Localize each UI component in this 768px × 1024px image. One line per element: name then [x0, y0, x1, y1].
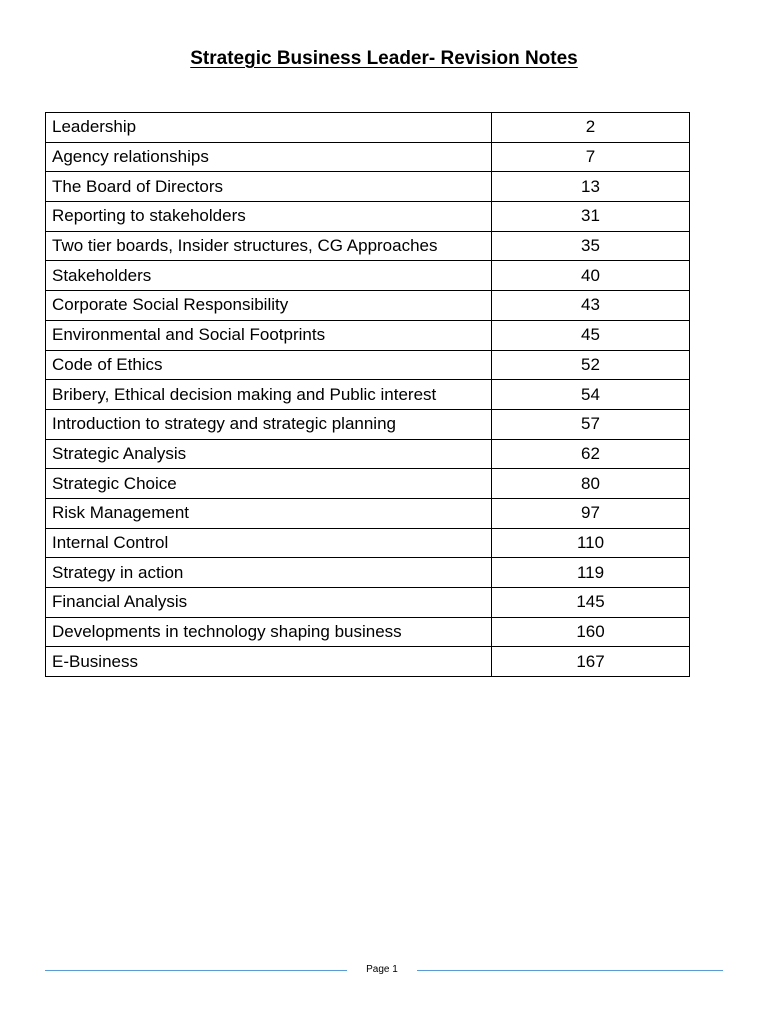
topic-cell: The Board of Directors — [46, 172, 492, 202]
contents-table-body — [46, 113, 690, 677]
table-row — [46, 291, 690, 321]
page-number-cell: 13 — [492, 172, 690, 202]
page-number-cell: 31 — [492, 202, 690, 232]
table-row — [46, 439, 690, 469]
page-number-cell: 35 — [492, 231, 690, 261]
topic-cell: Risk Management — [46, 498, 492, 528]
table-row — [46, 409, 690, 439]
topic-cell: Two tier boards, Insider structures, CG Approaches — [46, 231, 492, 261]
topic-cell: Strategic Analysis — [46, 439, 492, 469]
table-row — [46, 142, 690, 172]
page-number-cell: 7 — [492, 142, 690, 172]
topic-cell: Agency relationships — [46, 142, 492, 172]
topic-cell: Introduction to strategy and strategic planning — [46, 409, 492, 439]
table-row — [46, 588, 690, 618]
page-number-cell: 145 — [492, 588, 690, 618]
page-number-cell: 119 — [492, 558, 690, 588]
page-number-cell: 167 — [492, 647, 690, 677]
page-number-cell: 43 — [492, 291, 690, 321]
table-row — [46, 320, 690, 350]
topic-cell: Strategy in action — [46, 558, 492, 588]
table-row — [46, 350, 690, 380]
topic-cell: Stakeholders — [46, 261, 492, 291]
table-row — [46, 498, 690, 528]
table-row — [46, 202, 690, 232]
topic-cell: Reporting to stakeholders — [46, 202, 492, 232]
topic-cell: Financial Analysis — [46, 588, 492, 618]
page-title: Strategic Business Leader- Revision Notes — [190, 48, 578, 69]
table-row — [46, 647, 690, 677]
table-row — [46, 113, 690, 143]
table-row — [46, 469, 690, 499]
topic-cell: Developments in technology shaping business — [46, 617, 492, 647]
topic-cell: Strategic Choice — [46, 469, 492, 499]
page-number-cell: 160 — [492, 617, 690, 647]
topic-cell: Corporate Social Responsibility — [46, 291, 492, 321]
page-number-cell: 52 — [492, 350, 690, 380]
topic-cell: Internal Control — [46, 528, 492, 558]
topic-cell: Bribery, Ethical decision making and Public interest — [46, 380, 492, 410]
table-row — [46, 558, 690, 588]
topic-cell: Code of Ethics — [46, 350, 492, 380]
footer-divider-left — [45, 970, 347, 971]
page-number-cell: 57 — [492, 409, 690, 439]
contents-table — [45, 112, 690, 677]
table-row — [46, 261, 690, 291]
page-number-cell: 45 — [492, 320, 690, 350]
page-number-cell: 2 — [492, 113, 690, 143]
page-footer — [45, 962, 723, 978]
topic-cell: Leadership — [46, 113, 492, 143]
page-number-label: Page 1 — [366, 964, 398, 975]
table-row — [46, 380, 690, 410]
page-number-cell: 40 — [492, 261, 690, 291]
table-row — [46, 172, 690, 202]
page-number-cell: 62 — [492, 439, 690, 469]
table-row — [46, 528, 690, 558]
page-number-cell: 97 — [492, 498, 690, 528]
page-number-cell: 54 — [492, 380, 690, 410]
topic-cell: Environmental and Social Footprints — [46, 320, 492, 350]
page-number-cell: 110 — [492, 528, 690, 558]
page-number-cell: 80 — [492, 469, 690, 499]
topic-cell: E-Business — [46, 647, 492, 677]
footer-divider-right — [417, 970, 723, 971]
table-row — [46, 231, 690, 261]
table-row — [46, 617, 690, 647]
